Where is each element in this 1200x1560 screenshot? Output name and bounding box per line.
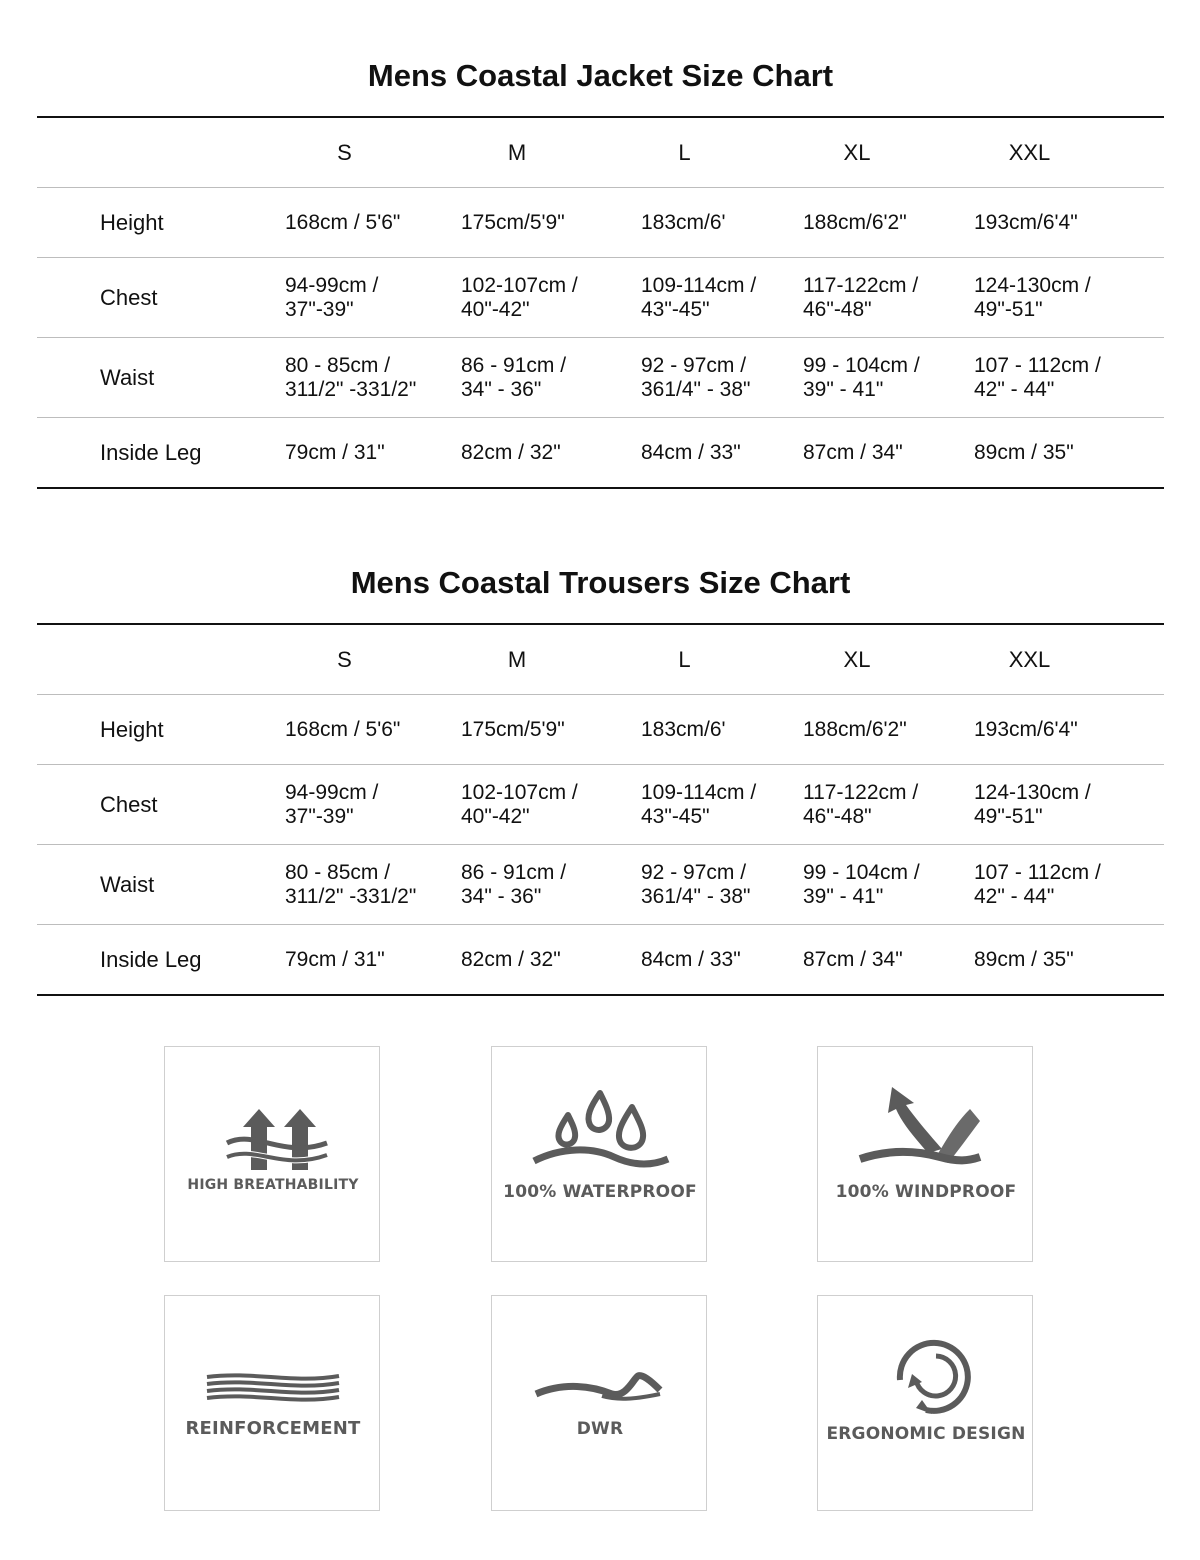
jacket-chart-title: Mens Coastal Jacket Size Chart: [367, 58, 834, 93]
table-row: [37, 695, 1164, 765]
table-cell: 84cm / 33": [641, 440, 741, 464]
jacket-size-table: [37, 116, 1164, 489]
row-label-chest: Chest: [100, 791, 158, 817]
table-row: [37, 925, 1164, 994]
table-header-row: [37, 118, 1164, 188]
table-cell: 193cm/6'4": [974, 210, 1078, 234]
table-cell: 86 - 91cm / 34" - 36": [461, 353, 567, 401]
table-cell: 193cm/6'4": [974, 717, 1078, 741]
size-header-m: M: [507, 646, 527, 672]
size-header-xl: XL: [843, 646, 871, 672]
table-cell: 94-99cm / 37"-39": [285, 780, 379, 828]
table-header-row: [37, 625, 1164, 695]
row-label-waist: Waist: [100, 364, 155, 390]
table-cell: 124-130cm / 49"-51": [974, 780, 1091, 828]
windproof-icon: [818, 1047, 1034, 1263]
table-cell: 86 - 91cm / 34" - 36": [461, 860, 567, 908]
feature-tile-dwr: [491, 1295, 707, 1511]
feature-label: ERGONOMIC DESIGN: [826, 1424, 1026, 1444]
table-row: [37, 338, 1164, 418]
table-cell: 80 - 85cm / 311/2" -331/2": [285, 860, 417, 908]
feature-label: HIGH BREATHABILITY: [187, 1177, 359, 1193]
table-cell: 102-107cm / 40"-42": [461, 780, 578, 828]
table-cell: 89cm / 35": [974, 440, 1074, 464]
table-cell: 87cm / 34": [803, 440, 903, 464]
row-label-chest: Chest: [100, 284, 158, 310]
table-cell: 117-122cm / 46"-48": [803, 780, 919, 828]
size-header-s: S: [337, 139, 352, 165]
table-row: [37, 188, 1164, 258]
table-cell: 82cm / 32": [461, 947, 561, 971]
ergonomic-design-icon: [818, 1296, 1034, 1512]
feature-tile-ergonomic: [817, 1295, 1033, 1511]
row-label-inside-leg: Inside Leg: [100, 439, 202, 465]
table-cell: 107 - 112cm / 42" - 44": [974, 353, 1101, 401]
row-label-waist: Waist: [100, 871, 155, 897]
waterproof-icon: [492, 1047, 708, 1263]
size-header-xl: XL: [843, 139, 871, 165]
table-cell: 168cm / 5'6": [285, 717, 401, 741]
table-row: [37, 845, 1164, 925]
table-cell: 168cm / 5'6": [285, 210, 401, 234]
table-cell: 79cm / 31": [285, 440, 385, 464]
row-label-height: Height: [100, 209, 164, 235]
table-cell: 102-107cm / 40"-42": [461, 273, 578, 321]
table-cell: 92 - 97cm / 361/4" - 38": [641, 353, 751, 401]
feature-label: DWR: [576, 1419, 624, 1439]
table-row: [37, 765, 1164, 845]
size-header-s: S: [337, 646, 352, 672]
feature-tile-breathability: [164, 1046, 380, 1262]
table-cell: 89cm / 35": [974, 947, 1074, 971]
table-cell: 80 - 85cm / 311/2" -331/2": [285, 353, 417, 401]
trousers-chart-title: Mens Coastal Trousers Size Chart: [350, 565, 851, 600]
feature-label: 100% WATERPROOF: [503, 1182, 697, 1202]
trousers-size-table: [37, 623, 1164, 996]
feature-tile-windproof: [817, 1046, 1033, 1262]
table-cell: 82cm / 32": [461, 440, 561, 464]
feature-tile-reinforcement: [164, 1295, 380, 1511]
table-cell: 99 - 104cm / 39" - 41": [803, 353, 920, 401]
table-cell: 84cm / 33": [641, 947, 741, 971]
row-label-inside-leg: Inside Leg: [100, 946, 202, 972]
table-cell: 99 - 104cm / 39" - 41": [803, 860, 920, 908]
table-cell: 109-114cm / 43"-45": [641, 273, 757, 321]
table-cell: 107 - 112cm / 42" - 44": [974, 860, 1101, 908]
table-cell: 117-122cm / 46"-48": [803, 273, 919, 321]
dwr-icon: [492, 1296, 708, 1512]
feature-tile-waterproof: [491, 1046, 707, 1262]
table-row: [37, 258, 1164, 338]
feature-label: 100% WINDPROOF: [835, 1182, 1017, 1202]
table-cell: 175cm/5'9": [461, 717, 565, 741]
table-cell: 188cm/6'2": [803, 717, 907, 741]
breathability-icon: [165, 1047, 381, 1263]
size-header-m: M: [507, 139, 527, 165]
table-cell: 188cm/6'2": [803, 210, 907, 234]
table-cell: 79cm / 31": [285, 947, 385, 971]
size-header-xxl: XXL: [1008, 646, 1051, 672]
reinforcement-icon: [165, 1296, 381, 1512]
table-cell: 124-130cm / 49"-51": [974, 273, 1091, 321]
size-header-l: L: [678, 646, 691, 672]
table-cell: 183cm/6': [641, 717, 726, 741]
table-cell: 92 - 97cm / 361/4" - 38": [641, 860, 751, 908]
size-header-l: L: [678, 139, 691, 165]
table-row: [37, 418, 1164, 487]
table-cell: 183cm/6': [641, 210, 726, 234]
table-cell: 175cm/5'9": [461, 210, 565, 234]
feature-label: REINFORCEMENT: [185, 1418, 361, 1439]
size-header-xxl: XXL: [1008, 139, 1051, 165]
table-cell: 109-114cm / 43"-45": [641, 780, 757, 828]
table-cell: 94-99cm / 37"-39": [285, 273, 379, 321]
row-label-height: Height: [100, 716, 164, 742]
table-cell: 87cm / 34": [803, 947, 903, 971]
